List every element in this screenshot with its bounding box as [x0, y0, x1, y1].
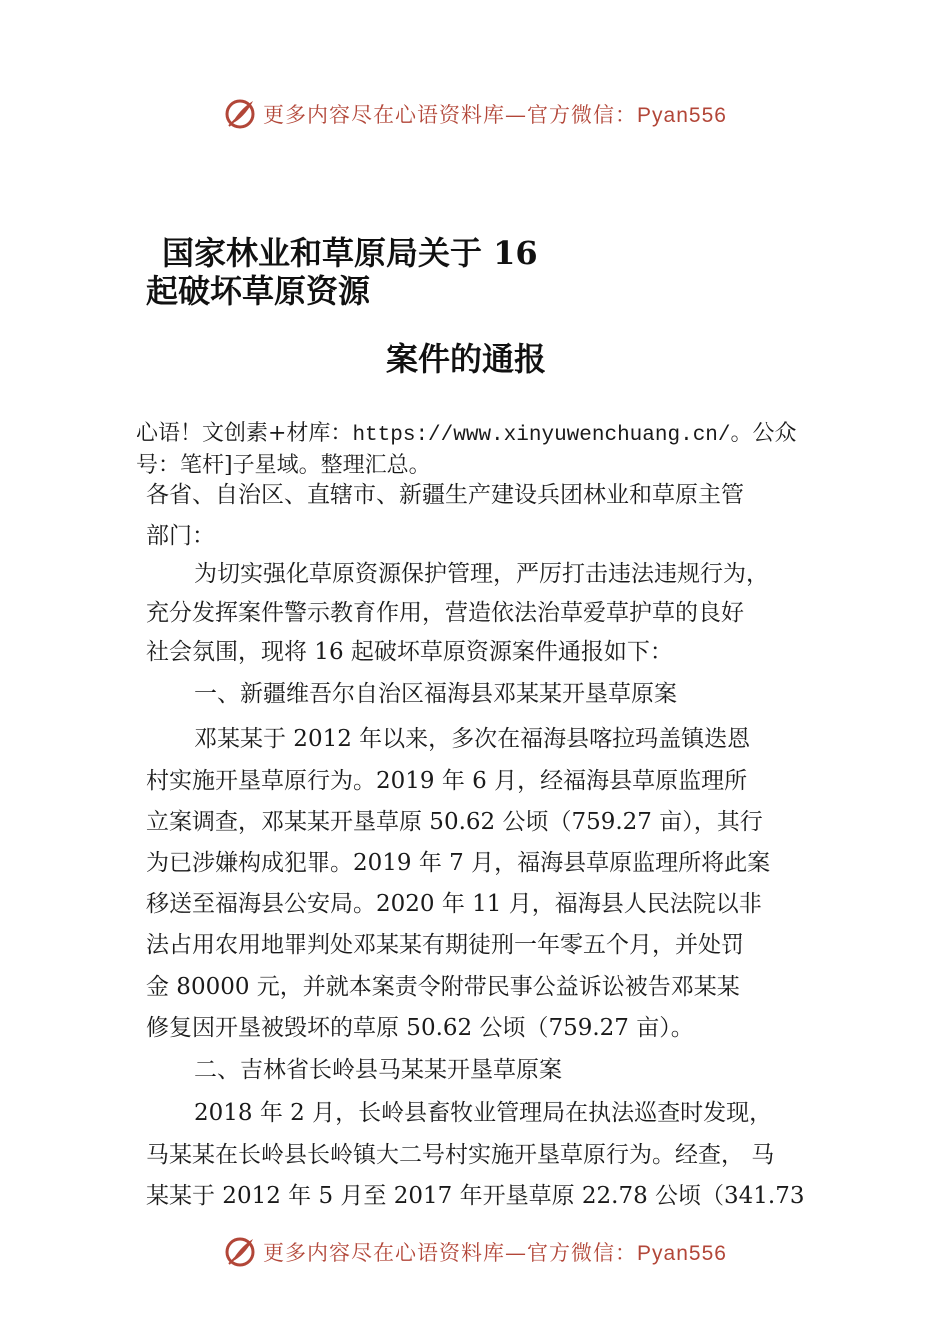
body-line: 移送至福海县公安局。2020 年 11 月，福海县人民法院以非 — [146, 891, 762, 917]
body-line: 金 80000 元，并就本案责令附带民事公益诉讼被告邓某某 — [146, 974, 740, 1000]
source-note-line-2: 号：笔杆]子星域。整理汇总。 — [136, 453, 431, 478]
header-banner — [0, 94, 950, 134]
section-heading: 二、吉林省长岭县马某某开垦草原案 — [194, 1057, 562, 1083]
body-line: 马某某在长岭县长岭镇大二号村实施开垦草原行为。经查， 马 — [146, 1142, 775, 1168]
wechat-id: Pyan556 — [637, 104, 727, 127]
banner-text: 更多内容尽在心语资料库—官方微信：Pyan556 — [263, 1241, 727, 1265]
wechat-id: Pyan556 — [637, 1242, 727, 1265]
source-note-line-1: 心语！文创素+材库：https://www.xinyuwenchuang.cn/。公众 — [136, 421, 797, 447]
body-line: 2018 年 2 月，长岭县畜牧业管理局在执法巡查时发现， — [194, 1100, 773, 1126]
body-line: 社会氛围，现将 16 起破坏草原资源案件通报如下： — [146, 639, 673, 665]
body-line: 为已涉嫌构成犯罪。2019 年 7 月，福海县草原监理所将此案 — [146, 850, 771, 876]
footer-banner — [0, 1232, 950, 1272]
body-line: 充分发挥案件警示教育作用，营造依法治草爱草护草的良好 — [146, 600, 744, 626]
body-line: 为切实强化草原资源保护管理，严厉打击违法违规行为， — [194, 561, 769, 587]
banner-text: 更多内容尽在心语资料库—官方微信：Pyan556 — [263, 103, 727, 127]
document-title-line-1: 国家林业和草原局关于 16 — [162, 234, 538, 272]
body-line: 邓某某于 2012 年以来，多次在福海县喀拉玛盖镇迭恩 — [194, 726, 751, 752]
section-heading: 一、新疆维吾尔自治区福海县邓某某开垦草原案 — [194, 681, 677, 707]
source-url: https://www.xinyuwenchuang.cn/ — [352, 424, 731, 447]
body-line: 立案调查，邓某某开垦草原 50.62 公顷（759.27 亩），其行 — [146, 809, 763, 835]
document-title-line-2: 起破坏草原资源 — [146, 272, 371, 310]
quill-logo-icon — [223, 97, 257, 131]
document-title-line-3: 案件的通报 — [386, 340, 547, 378]
body-line: 村实施开垦草原行为。2019 年 6 月，经福海县草原监理所 — [146, 768, 748, 794]
body-line: 各省、自治区、直辖市、新疆生产建设兵团林业和草原主管 — [146, 482, 744, 508]
body-line: 部门： — [146, 523, 215, 549]
body-line: 法占用农用地罪判处邓某某有期徒刑一年零五个月，并处罚 — [146, 932, 744, 958]
body-line: 某某于 2012 年 5 月至 2017 年开垦草原 22.78 公顷（341.73 — [146, 1183, 805, 1209]
quill-logo-icon — [223, 1235, 257, 1269]
body-line: 修复因开垦被毁坏的草原 50.62 公顷（759.27 亩）。 — [146, 1015, 694, 1041]
